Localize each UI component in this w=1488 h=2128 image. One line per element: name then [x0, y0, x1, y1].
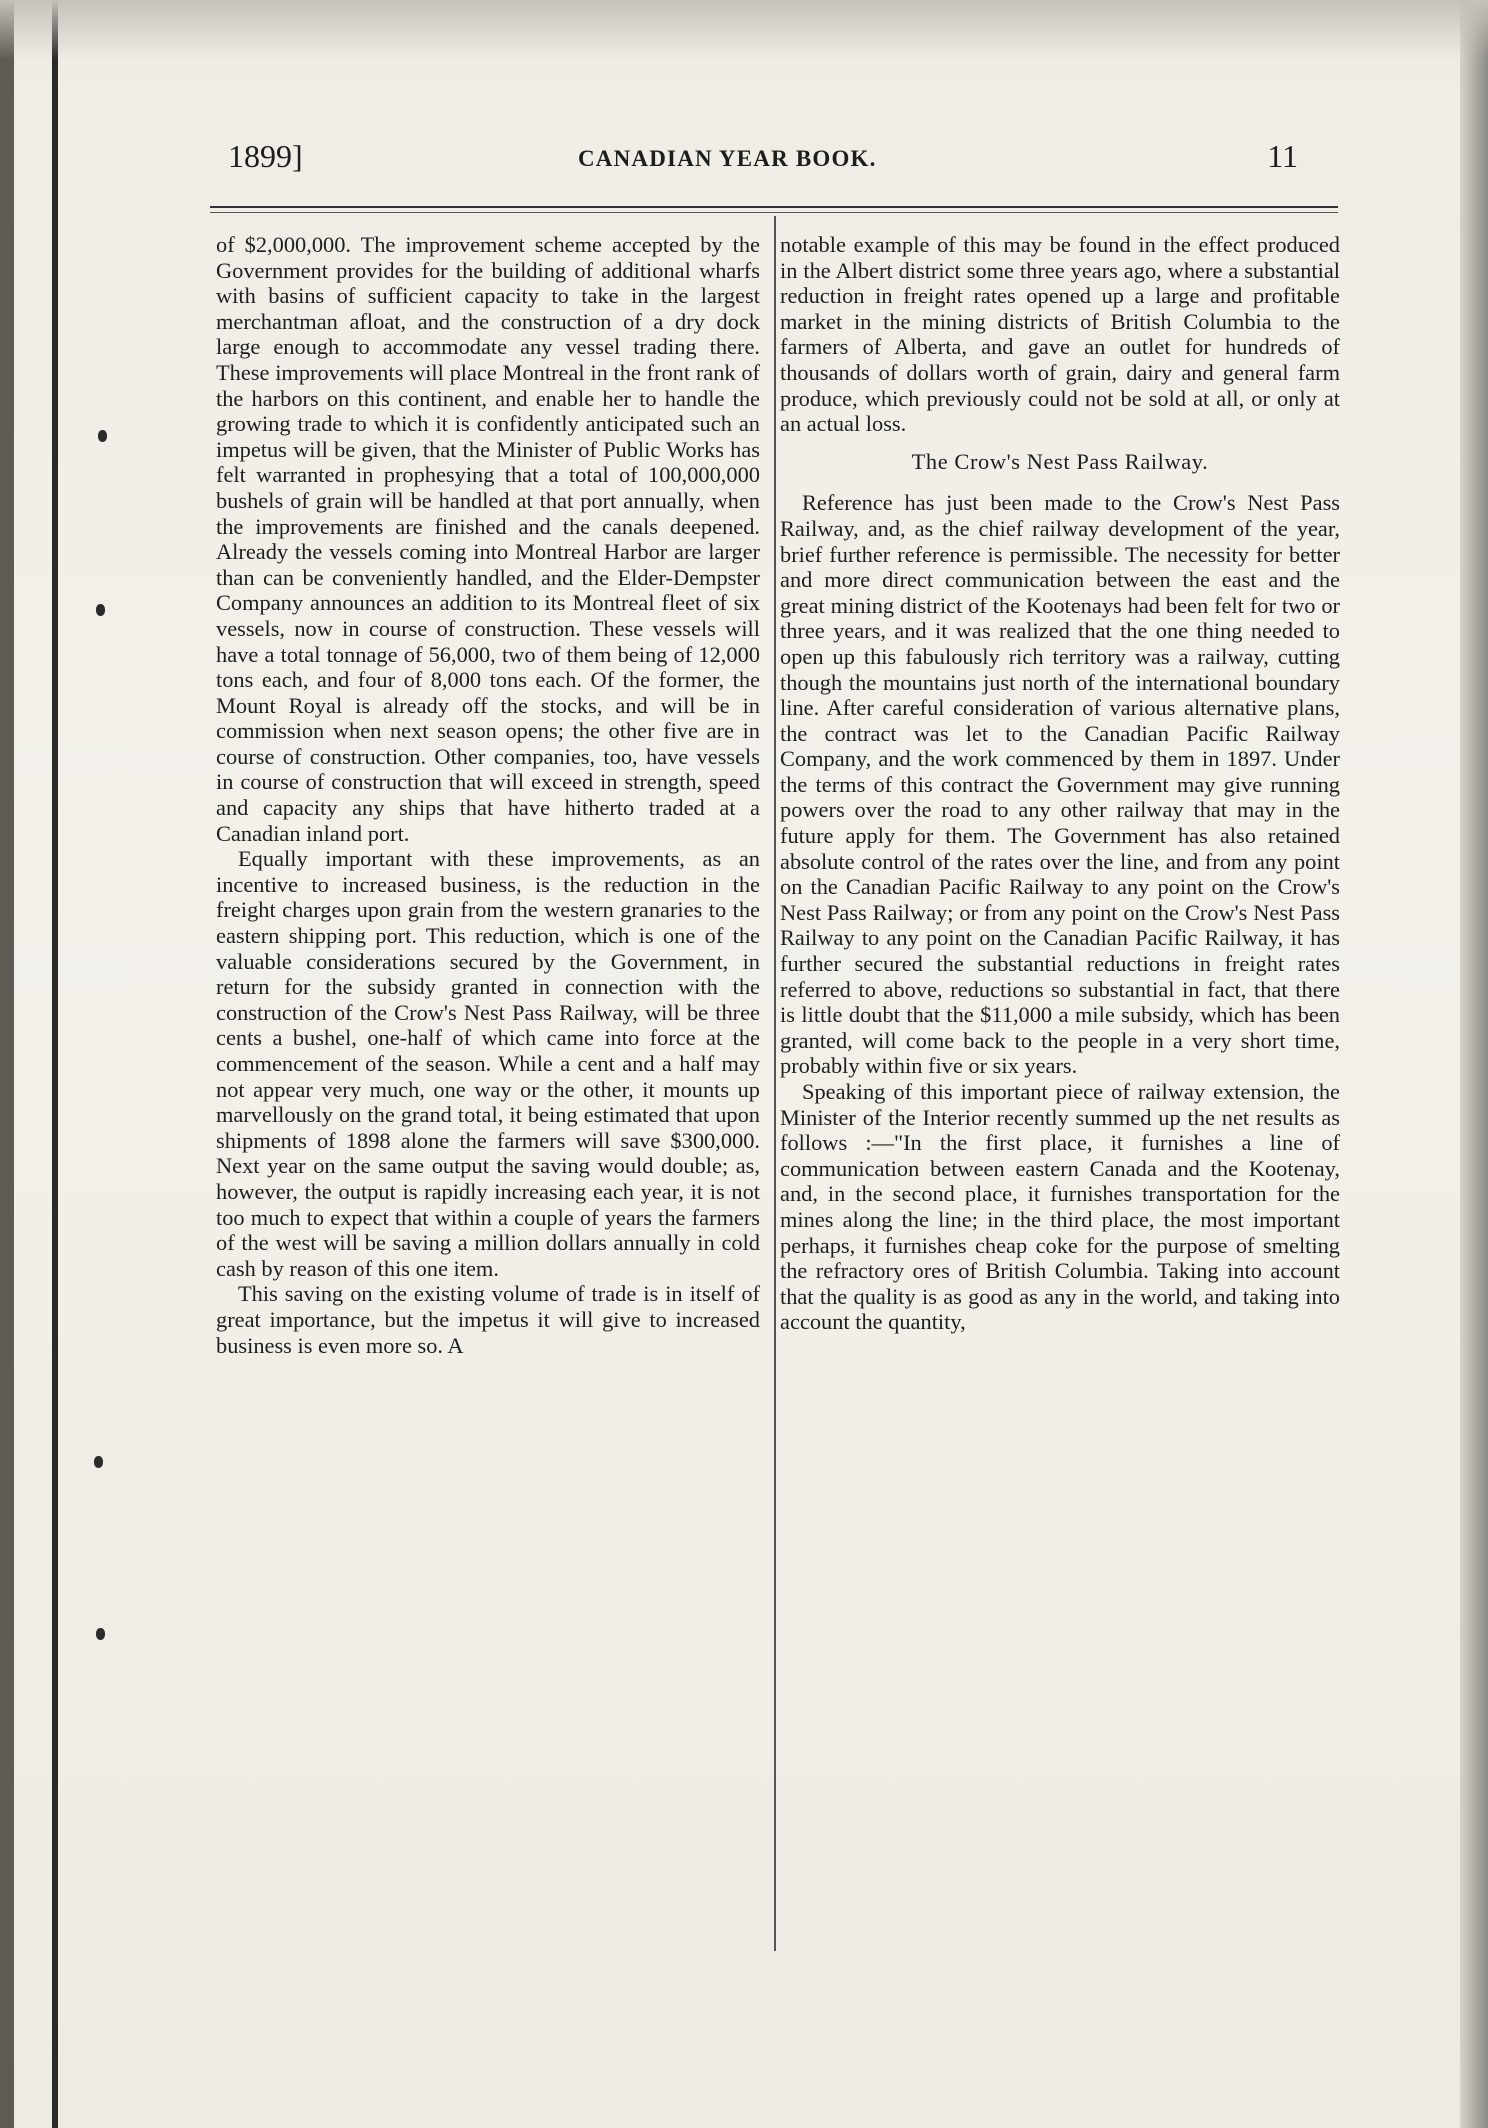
left-paragraph: Equally important with these improvements, as an incentive to increased business, is the reduction in the freight charges upon grain from the western granaries to the eastern shipping port. This reduction, which is one of the valuable considerations secured by the Government, in return for the subsidy granted in connection with the construction of the Crow's Nest Pass Railway, will be three cents a bushel, one-half of which came into force at the commencement of the season. While a cent and a half may not appear very much, one way or the other, it mounts up marvellously on the grand total, it being estimated that upon shipments of 1898 alone the farmers will save $300,000. Next year on the same output the saving would double; as, however, the output is rapidly increasing each year, it is not too much to expect that within a couple of years the farmers of the west will be saving a million dollars annually in cold cash by reason of this one item.: [216, 846, 760, 1281]
bleed-mark: [96, 1628, 105, 1640]
header-year: 1899]: [228, 138, 303, 174]
left-paragraph: of $2,000,000. The improvement scheme accepted by the Government provides for the building of additional wharfs with basins of sufficient capacity to take in the largest merchantman afloat, and the construction of a dry dock large enough to accommodate any vessel trading there. These improvements will place Montreal in the front rank of the harbors on this continent, and enable her to handle the growing trade to which it is confidently anticipated such an impetus will be given, that the Minister of Public Works has felt warranted in prophesying that a total of 100,000,000 bushels of grain will be handled at that port annually, when the improvements are finished and the canals deepened. Already the vessels coming into Montreal Harbor are larger than can be conveniently handled, and the Elder-Dempster Company announces an addition to its Montreal fleet of six vessels, now in course of construction. These vessels will have a total tonnage of 56,000, two of them being of 12,000 tons each, and four of 8,000 tons each. Of the former, the Mount Royal is already off the stocks, and will be in commission when next season opens; the other five are in course of construction. Other companies, too, have vessels in course of construction that will exceed in strength, speed and capacity any ships that have hitherto traded at a Canadian inland port.: [216, 232, 760, 846]
header-title: CANADIAN YEAR BOOK.: [578, 146, 877, 171]
right-column: [780, 232, 1340, 1335]
column-divider: [774, 216, 776, 1951]
bleed-mark: [98, 430, 107, 442]
left-paragraph: This saving on the existing volume of trade is in itself of great importance, but the impetus it will give to increased business is even more so. A: [216, 1281, 760, 1358]
right-intro-paragraph: notable example of this may be found in the effect produced in the Albert district some three years ago, where a substantial reduction in freight rates opened up a large and profitable market in the mining districts of British Columbia to the farmers of Alberta, and gave an outlet for hundreds of thousands of dollars worth of grain, dairy and general farm produce, which previously could not be sold at all, or only at an actual loss.: [780, 232, 1340, 437]
header-rule-thin: [210, 212, 1338, 213]
binding-shadow: [0, 0, 14, 2128]
left-column: [216, 232, 760, 1358]
binding-edge: [52, 0, 58, 2128]
header-rule: [210, 206, 1338, 208]
bleed-mark: [94, 1456, 103, 1468]
running-header: [228, 138, 1338, 190]
right-paragraph: Speaking of this important piece of railway extension, the Minister of the Interior recently summed up the net results as follows :—"In the first place, it furnishes a line of communication between eastern Canada and the Kootenay, and, in the second place, it furnishes transportation for the mines along the line; in the third place, the most important perhaps, it furnishes cheap coke for the purpose of smelting the refractory ores of British Columbia. Taking into account that the quality is as good as any in the world, and taking into account the quantity,: [780, 1079, 1340, 1335]
section-heading: The Crow's Nest Pass Railway.: [911, 448, 1209, 474]
page-number: 11: [1267, 138, 1298, 174]
right-paragraph: Reference has just been made to the Crow's Nest Pass Railway, and, as the chief railway development of the year, brief further reference is permissible. The necessity for better and more direct communication between the east and the great mining district of the Kootenays had been felt for two or three years, and it was realized that the one thing needed to open up this fabulously rich territory was a railway, cutting though the mountains just north of the international boundary line. After careful consideration of various alternative plans, the contract was let to the Canadian Pacific Railway Company, and the work commenced by them in 1897. Under the terms of this contract the Government may give running powers over the road to any other railway that may in the future apply for them. The Government has also retained absolute control of the rates over the line, and from any point on the Canadian Pacific Railway to any point on the Crow's Nest Pass Railway; or from any point on the Crow's Nest Pass Railway to any point on the Canadian Pacific Railway, it has further secured the substantial reductions in freight rates referred to above, reductions so substantial in fact, that there is little doubt that the $11,000 a mile subsidy, which has been granted, will come back to the people in a very short time, probably within five or six years.: [780, 490, 1340, 1079]
bleed-mark: [96, 604, 105, 616]
page-top-shade: [0, 0, 1488, 60]
page-edge-right: [1460, 0, 1488, 2128]
